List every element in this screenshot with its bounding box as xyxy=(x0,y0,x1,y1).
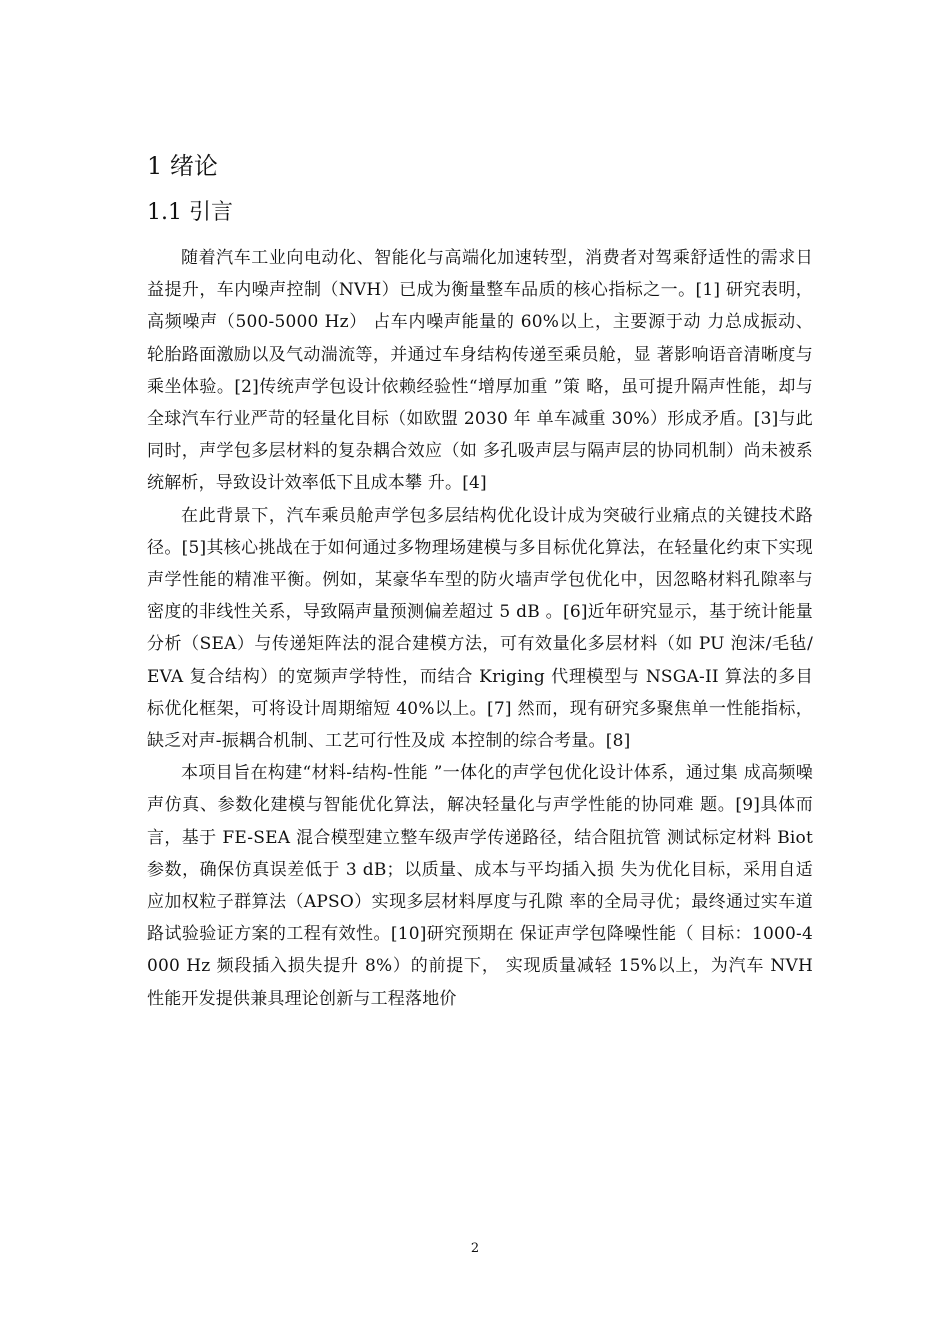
page-number: 2 xyxy=(470,1241,480,1256)
paragraph-research-status: 在此背景下，汽车乘员舱声学包多层结构优化设计成为突破行业痛点的关键技术路径。[5]其核心挑战在于如何通过多物理场建模与多目标优化算法，在轻量化约束下实现声学性能的精准平衡。例如，某豪华车型的防火墙声学包优化中，因忽略材料孔隙率与密度的非线性关系，导致隔声量预测偏差超过 5 dB 。[6]近年研究显示，基于统计能量分析（SEA）与传递矩阵法的混合建模方法，可有效量化多层材料（如 PU 泡沫/毛毡/EVA 复合结构）的宽频声学特性，而结合 Kriging 代理模型与 NSGA-II 算法的多目标优化框架，可将设计周期缩短 40%以上。[7] 然而，现有研究多聚焦单一性能指标，缺乏对声-振耦合机制、工艺可行性及成 本控制的综合考量。[8] xyxy=(147,505,813,752)
paragraph-project-goal: 本项目旨在构建“材料-结构-性能 ”一体化的声学包优化设计体系，通过集 成高频噪声仿真、参数化建模与智能优化算法，解决轻量化与声学性能的协同难 题。[9]具体而言，基于 FE-SEA 混合模型建立整车级声学传递路径，结合阻抗管 测试标定材料 Biot 参数，确保仿真误差低于 3 dB；以质量、成本与平均插入损 失为优化目标，采用自适应加权粒子群算法（APSO）实现多层材料厚度与孔隙 率的全局寻优；最终通过实车道路试验验证方案的工程有效性。[10]研究预期在 保证声学包降噪性能（ 目标：1000-4000 Hz 频段插入损失提升 8%）的前提下， 实现质量减轻 15%以上，为汽车 NVH 性能开发提供兼具理论创新与工程落地价 xyxy=(147,763,813,1009)
body-text xyxy=(147,242,813,1015)
paragraph-background: 随着汽车工业向电动化、智能化与高端化加速转型，消费者对驾乘舒适性的需求日益提升，车内噪声控制（NVH）已成为衡量整车品质的核心指标之一。[1] 研究表明，高频噪声（500-5000 Hz） 占车内噪声能量的 60%以上，主要源于动 力总成振动、轮胎路面激励以及气动湍流等，并通过车身结构传递至乘员舱，显 著影响语音清晰度与乘坐体验。[2]传统声学包设计依赖经验性“增厚加重 ”策 略，虽可提升隔声性能，却与全球汽车行业严苛的轻量化目标（如欧盟 2030 年 单车减重 30%）形成矛盾。[3]与此同时，声学包多层材料的复杂耦合效应（如 多孔吸声层与隔声层的协同机制）尚未被系统解析，导致设计效率低下且成本攀 升。[4] xyxy=(147,248,813,494)
section-heading: 1.1 引言 xyxy=(147,200,233,225)
chapter-heading: 1 绪论 xyxy=(147,152,218,180)
